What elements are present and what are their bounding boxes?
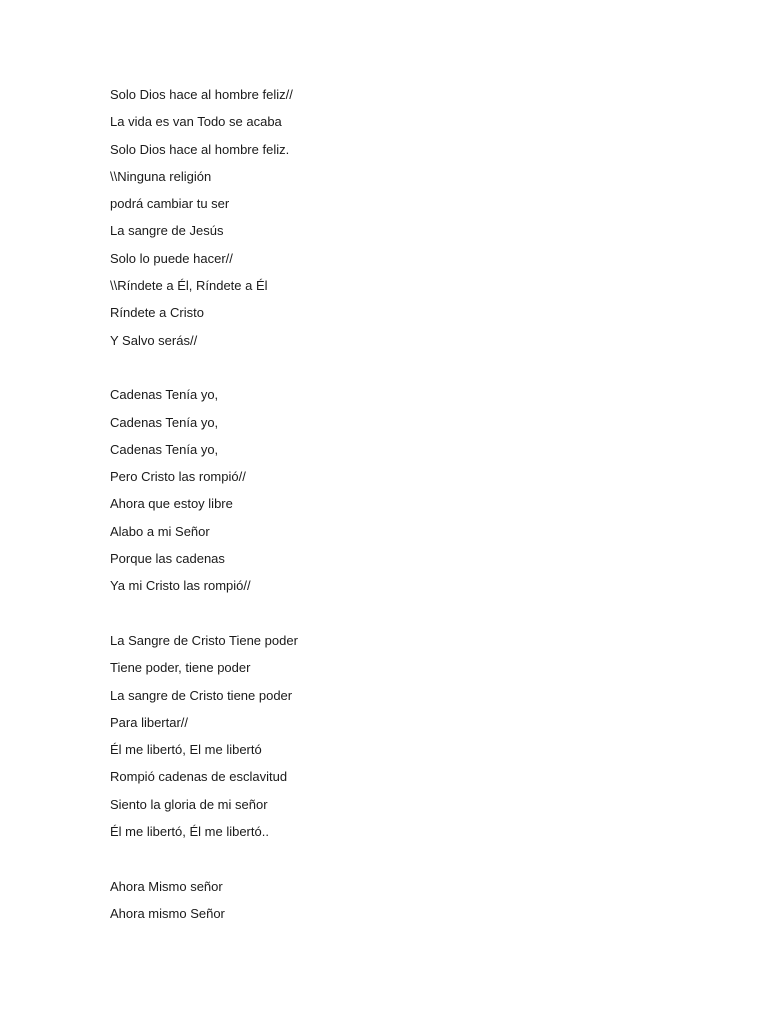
blank-line	[110, 604, 298, 631]
text-line: Rompió cadenas de esclavitud	[110, 769, 288, 785]
text-line: Cadenas Tenía yo,	[110, 387, 219, 403]
text-line: Solo Dios hace al hombre feliz//	[110, 87, 293, 102]
text-line: Ahora que estoy libre	[110, 496, 233, 512]
text-line: Él me libertó, Él me libertó..	[110, 824, 269, 840]
text-line: podrá cambiar tu ser	[110, 196, 230, 212]
text-line: La vida es van Todo se acaba	[110, 114, 282, 130]
text-line: Para libertar//	[110, 714, 189, 730]
text-line: Ya mi Cristo las rompió//	[110, 578, 251, 594]
lyrics-text	[110, 85, 298, 931]
text-line: Y Salvo serás//	[110, 332, 198, 348]
text-line: \\Ninguna religión	[110, 168, 212, 184]
text-line: \\Ríndete a Él, Ríndete a Él	[110, 278, 268, 294]
text-line: La sangre de Cristo tiene poder	[110, 687, 293, 703]
blank-line	[110, 849, 298, 876]
text-line: Tiene poder, tiene poder	[110, 660, 251, 676]
text-line: La sangre de Jesús	[110, 223, 224, 239]
text-line: Cadenas Tenía yo,	[110, 441, 219, 457]
text-line: Solo lo puede hacer//	[110, 250, 233, 266]
text-line: Ahora Mismo señor	[110, 878, 223, 894]
text-line: Porque las cadenas	[110, 551, 225, 567]
text-line: Ríndete a Cristo	[110, 305, 204, 321]
text-line: Pero Cristo las rompió//	[110, 469, 246, 485]
text-line: Alabo a mi Señor	[110, 523, 210, 539]
text-line: Ahora mismo Señor	[110, 905, 225, 921]
text-line: Él me libertó, El me libertó	[110, 742, 262, 758]
blank-line	[110, 358, 298, 385]
text-line: Solo Dios hace al hombre feliz.	[110, 141, 290, 157]
text-line: La Sangre de Cristo Tiene poder	[110, 632, 298, 648]
text-line: Cadenas Tenía yo,	[110, 414, 219, 430]
text-line: Siento la gloria de mi señor	[110, 796, 268, 812]
